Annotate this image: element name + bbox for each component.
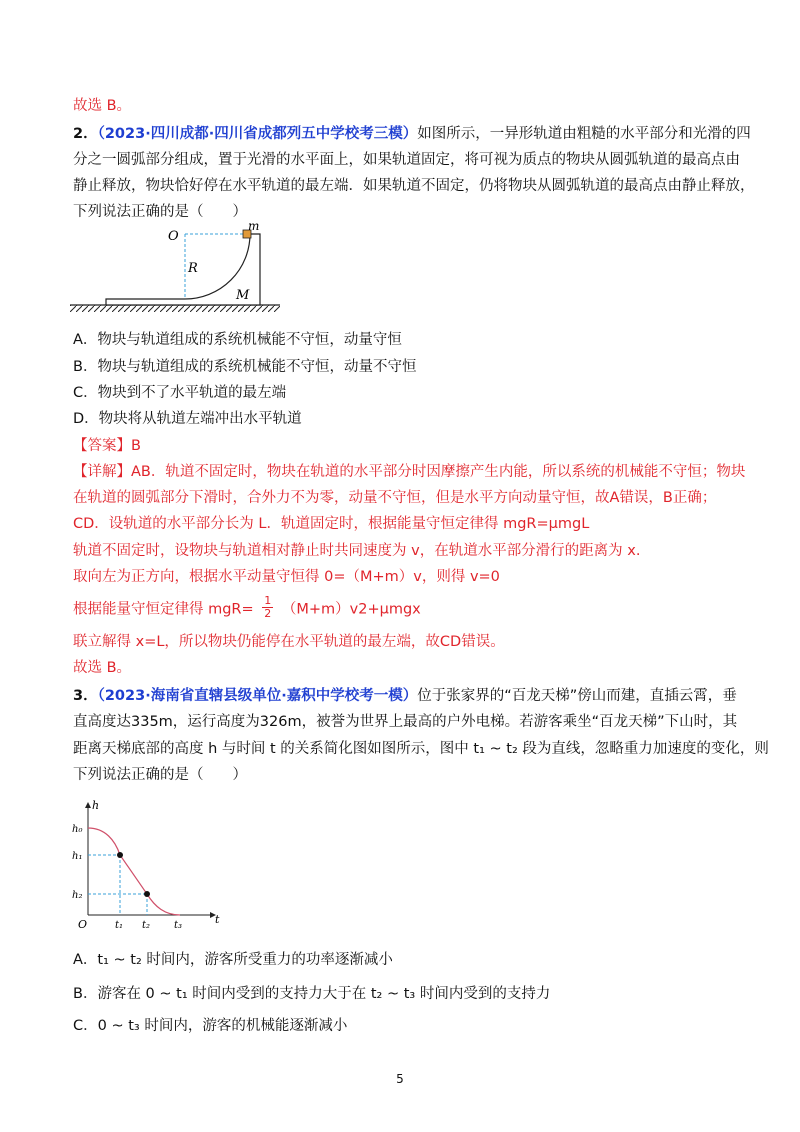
track-figure: [70, 222, 290, 314]
energy-equation-suffix: （M+m）v2+μmgx: [281, 601, 421, 618]
ground-hatch: [70, 305, 280, 312]
q2-answer: 【答案】B: [73, 438, 141, 454]
q2-detail-line-2: 在轨道的圆弧部分下滑时，合外力不为零，动量不守恒，但是水平方向动量守恒，故A错误，B正确；: [73, 490, 717, 506]
q2-stem-line-4: 下列说法正确的是（ ）: [73, 204, 247, 220]
fraction-numerator: 1: [264, 594, 272, 607]
q2-option-a: A．物块与轨道组成的系统机械能不守恒，动量守恒: [73, 332, 402, 348]
previous-answer-conclusion: 故选 B。: [73, 98, 132, 114]
q2-detail-line-1: 【详解】AB．轨道不固定时，物块在轨道的水平部分时因摩擦产生内能，所以系统的机械能不守恒；物块: [73, 464, 746, 480]
q2-source: （2023·四川成都·四川省成都列五中学校考三模）: [97, 126, 418, 142]
q2-stem-line-3: 静止释放，物块恰好停在水平轨道的最左端．如果轨道不固定，仍将物块从圆弧轨道的最高点由静止释放，: [73, 178, 755, 194]
energy-equation-prefix: 根据能量守恒定律得 mgR=: [73, 601, 254, 618]
q2-option-b: B．物块与轨道组成的系统机械能不守恒，动量不守恒: [73, 359, 417, 375]
q3-option-b: B．游客在 0 ~ t₁ 时间内受到的支持力大于在 t₂ ~ t₃ 时间内受到的支持力: [73, 986, 551, 1002]
q2-number: 2．: [73, 126, 98, 142]
height-time-graph: [70, 795, 230, 935]
q2-detail-line-7: 联立解得 x=L，所以物块仍能停在水平轨道的最左端，故CD错误。: [73, 634, 505, 650]
point-t1-h1: [117, 852, 123, 858]
q2-stem-line-2: 分之一圆弧部分组成，置于光滑的水平面上，如果轨道固定，将可视为质点的物块从圆弧轨道的最高点由: [73, 152, 740, 168]
label-origin: O: [78, 918, 88, 931]
q2-option-d: D．物块将从轨道左端冲出水平轨道: [73, 411, 302, 427]
h-t-curve: [88, 828, 180, 915]
q2-option-c: C．物块到不了水平轨道的最左端: [73, 385, 287, 401]
label-t1: t₁: [115, 920, 124, 931]
q2-stem-line-1: [73, 124, 751, 144]
label-R: R: [188, 261, 198, 276]
label-t2: t₂: [142, 920, 151, 931]
q2-detail-line-4: 轨道不固定时，设物块与轨道相对静止时共同速度为 v，在轨道水平部分滑行的距离为 x.: [73, 543, 641, 559]
q3-source: （2023·海南省直辖县级单位·嘉积中学校考一模）: [97, 688, 418, 704]
q2-conclusion: 故选 B。: [73, 660, 132, 676]
point-t2-h2: [144, 891, 150, 897]
label-O: O: [168, 229, 179, 244]
q2-detail-line-3: CD．设轨道的水平部分长为 L．轨道固定时，根据能量守恒定律得 mgR=μmgL: [73, 516, 590, 532]
q2-detail-line-5: 取向左为正方向，根据水平动量守恒得 0=（M+m）v，则得 v=0: [73, 569, 500, 585]
label-h0: h₀: [72, 824, 83, 835]
label-m: m: [248, 222, 260, 233]
label-t-axis: t: [215, 913, 220, 926]
fraction-denominator: 2: [264, 607, 272, 620]
q3-stem-line-1: [73, 686, 737, 706]
q3-stem-line-2: 直高度达335m，运行高度为326m，被誉为世界上最高的户外电梯。若游客乘坐“百龙天梯”下山时，其: [73, 714, 738, 730]
label-h1: h₁: [72, 851, 83, 862]
q3-option-c: C．0 ~ t₃ 时间内，游客的机械能逐渐减小: [73, 1018, 348, 1034]
q2-detail-line-6: [73, 594, 733, 629]
q3-stem-text-1: 位于张家界的“百龙天梯”傍山而建，直插云霄，垂: [417, 688, 737, 704]
q3-number: 3．: [73, 688, 98, 704]
q2-stem-text-1: 如图所示，一异形轨道由粗糙的水平部分和光滑的四: [417, 126, 751, 142]
q3-option-a: A．t₁ ~ t₂ 时间内，游客所受重力的功率逐渐减小: [73, 952, 393, 968]
q3-stem-line-3: 距离天梯底部的高度 h 与时间 t 的关系简化图如图所示，图中 t₁ ~ t₂ 段为直线，忽略重力加速度的变化，则: [73, 741, 769, 757]
label-h-axis: h: [92, 799, 100, 812]
label-t3: t₃: [174, 920, 183, 931]
q3-stem-line-4: 下列说法正确的是（ ）: [73, 767, 247, 783]
fraction-half: [262, 595, 273, 620]
label-h2: h₂: [72, 890, 83, 901]
label-M: M: [236, 288, 250, 303]
page-number: 5: [396, 1072, 404, 1086]
